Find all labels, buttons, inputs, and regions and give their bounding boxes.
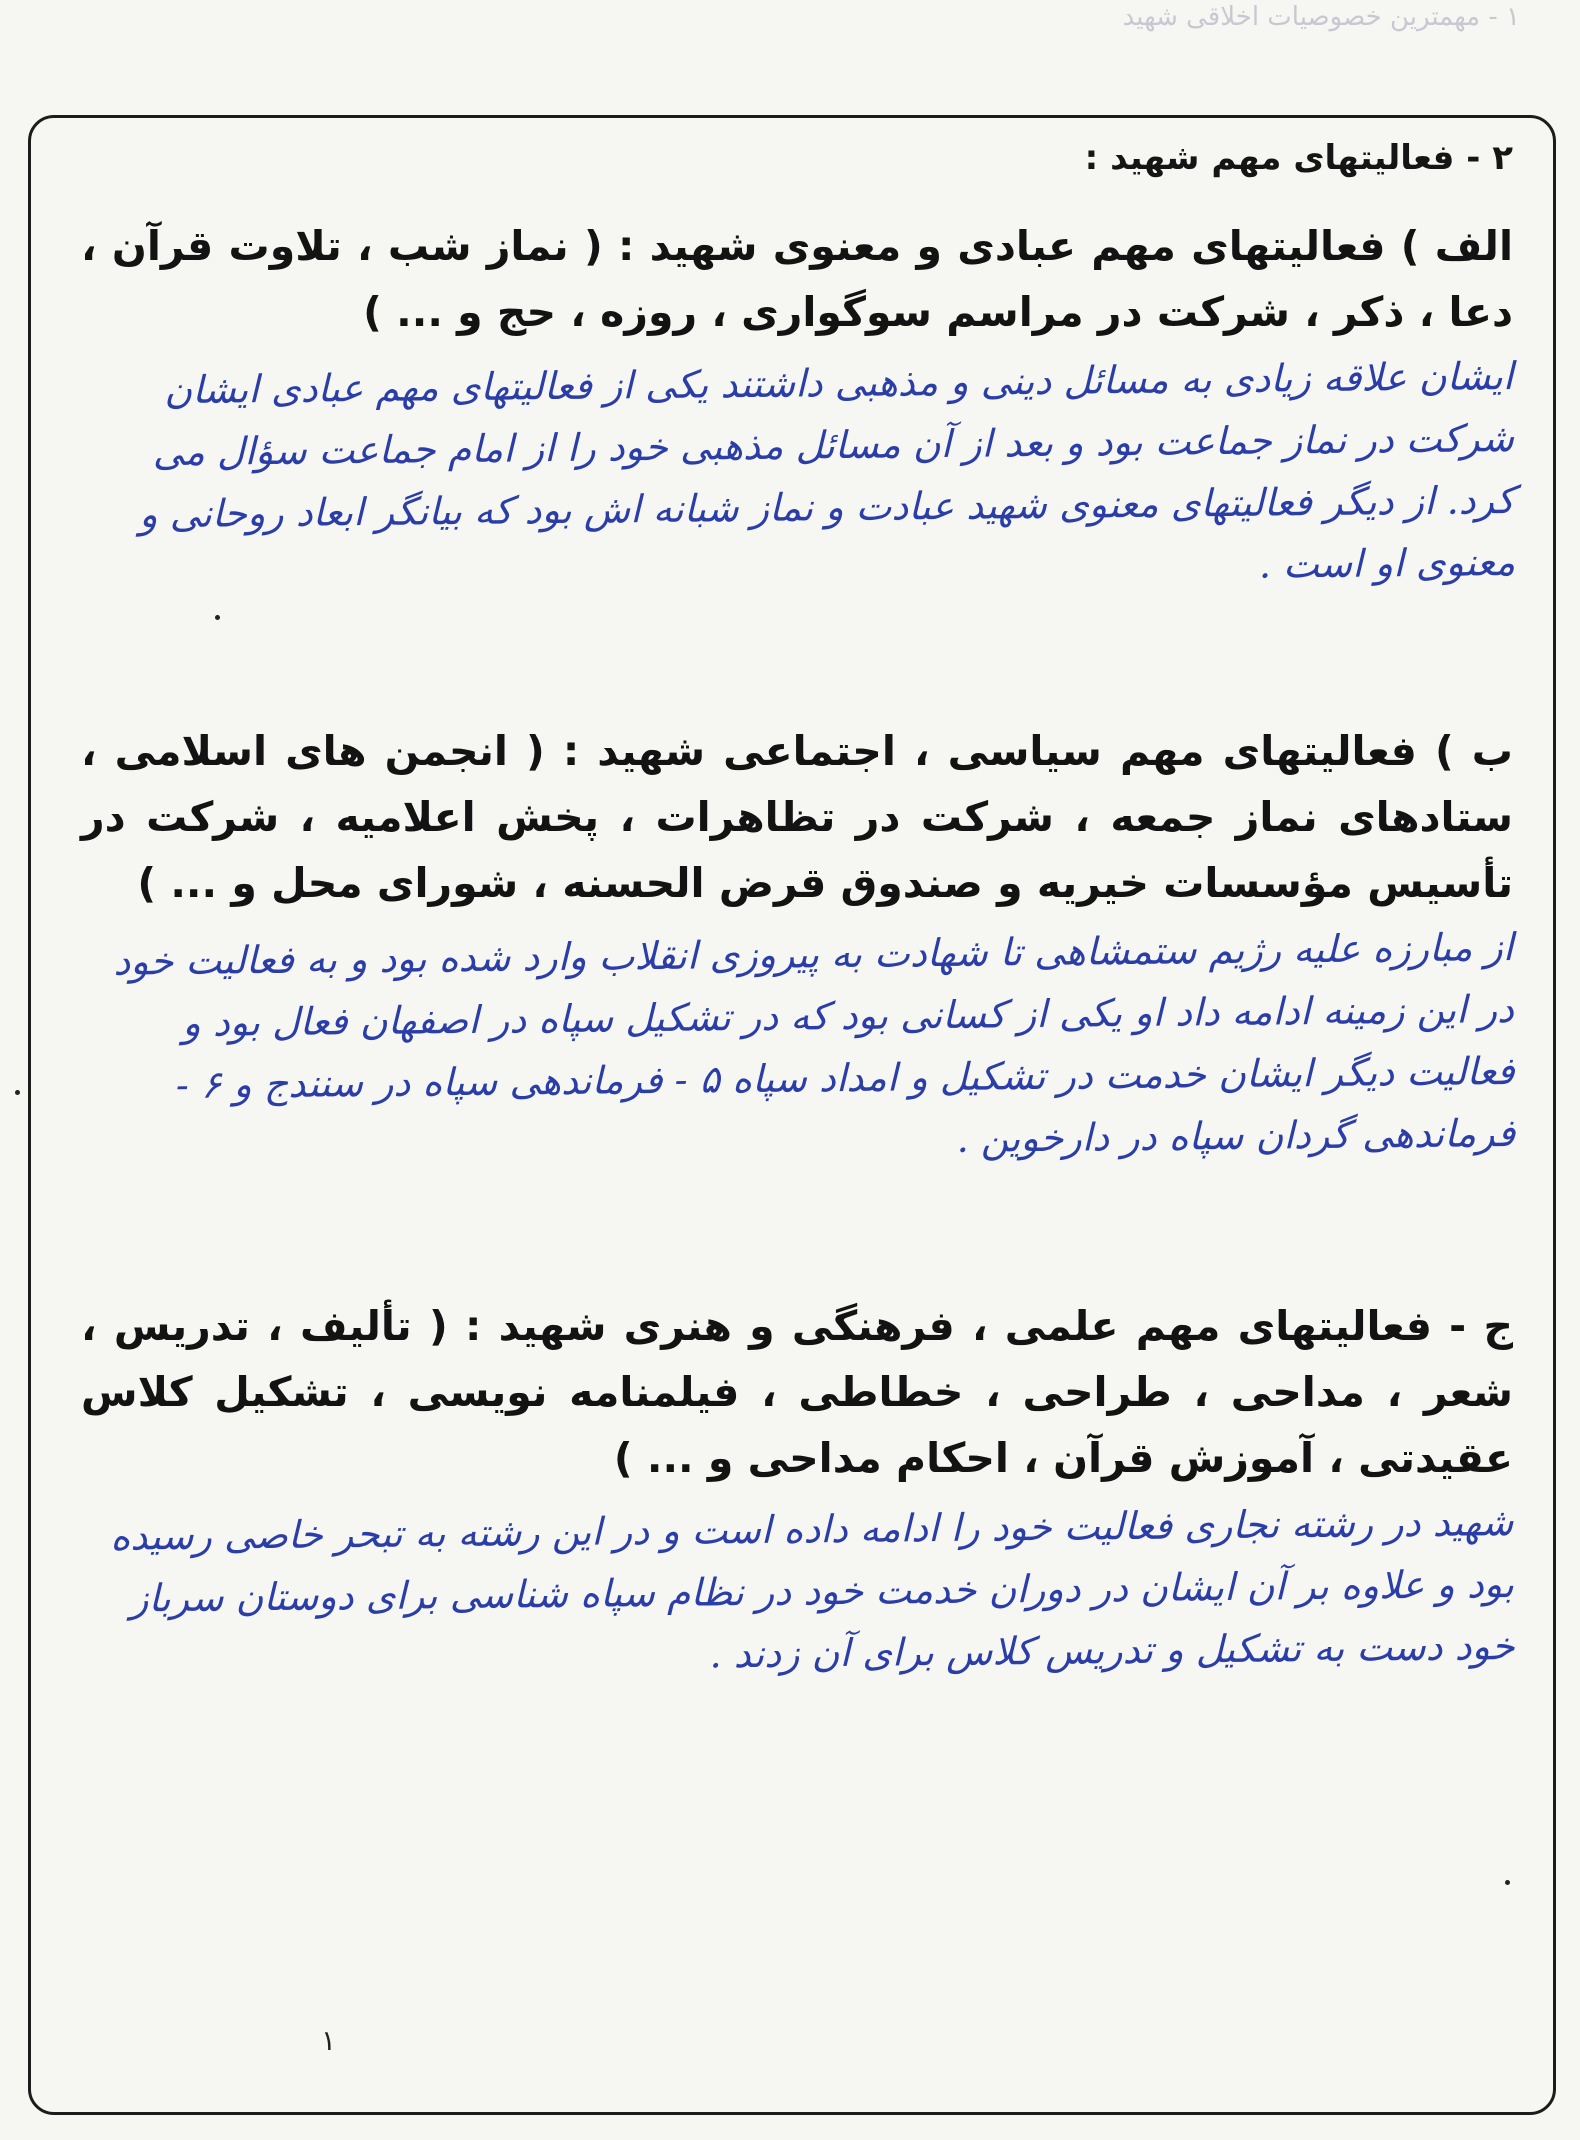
document-content bbox=[81, 118, 1516, 2112]
stray-mark bbox=[1505, 1880, 1510, 1885]
document-frame bbox=[28, 115, 1556, 2115]
bleed-through-text: ۱ - مهمترین خصوصیات اخلاقی شهید bbox=[1122, 2, 1520, 32]
section-printed-text: الف ) فعالیتهای مهم عبادی و معنوی شهید : ( نماز شب ، تلاوت قرآن ، دعا ، ذکر ، شرکت در مراسم سوگواری ، روزه ، حج و ... ) bbox=[81, 222, 1513, 336]
section-cultural bbox=[81, 1293, 1513, 1677]
section-printed-text: ج - فعالیتهای مهم علمی ، فرهنگی و هنری شهید : ( تألیف ، تدریس ، شعر ، مداحی ، طراحی ، خطاطی ، فیلمنامه نویسی ، تشکیل کلاس عقیدتی ، آموزش قرآن ، احکام مداحی و ... ) bbox=[81, 1302, 1513, 1482]
section-social bbox=[81, 718, 1516, 1164]
section-handwritten-answer: ایشان علاقه زیادی به مسائل دینی و مذهبی داشتند یکی از فعالیتهای مهم عبادی ایشان شرکت در نماز جماعت بود و بعد از آن مسائل مذهبی خود را از امام جماعت سؤال می کرد. از دیگر فعالیتهای معنوی شهید عبادت و نماز شبانه اش بود که بیانگر ابعاد روحانی و معنوی او است . bbox=[138, 353, 1516, 587]
section-printed-text: ب ) فعالیتهای مهم سیاسی ، اجتماعی شهید : ( انجمن های اسلامی ، ستادهای نماز جمعه ، شرکت در تظاهرات ، پخش اعلامیه ، شرکت در تأسیس مؤسسات خیریه و صندوق قرض الحسنه ، شورای محل و ... ) bbox=[81, 727, 1513, 907]
stray-mark bbox=[215, 615, 220, 620]
section-handwritten-answer: از مبارزه علیه رژیم ستمشاهی تا شهادت به پیروزی انقلاب وارد شده بود و به فعالیت خود در این زمینه ادامه داد او یکی از کسانی بود که در تشکیل سپاه در اصفهان فعال بود و فعالیت دیگر ایشان خدمت در تشکیل و امداد سپاه ۵ - فرماندهی سپاه در سنندج و ۶ - فرماندهی گردان سپاه در دارخوین . bbox=[113, 924, 1516, 1161]
section-worship bbox=[81, 213, 1516, 593]
section-handwritten-answer: شهید در رشته نجاری فعالیت خود را ادامه داده است و در این رشته به تبحر خاصی رسیده بود و علاوه بر آن ایشان در دوران خدمت خود در نظام سپاه شناسی برای دوستان سرباز خود دست به تشکیل و تدریس کلاس برای آن زدند . bbox=[110, 1499, 1515, 1677]
page-number: ۱ bbox=[321, 2024, 337, 2057]
page-heading: ۲ - فعالیتهای مهم شهید : bbox=[1084, 138, 1513, 178]
stray-mark bbox=[15, 1090, 20, 1095]
